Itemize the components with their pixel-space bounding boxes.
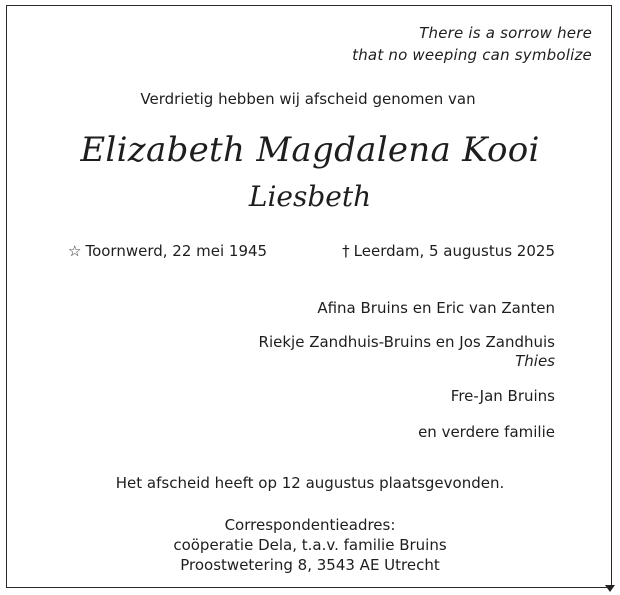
birth-info bbox=[68, 242, 267, 260]
birth-text: Toornwerd, 22 mei 1945 bbox=[85, 242, 268, 260]
deceased-full-name: Elizabeth Magdalena Kooi bbox=[80, 130, 540, 170]
cross-icon: † bbox=[342, 242, 350, 260]
motto-line-1: There is a sorrow here bbox=[419, 24, 592, 42]
farewell-text: Het afscheid heeft op 12 augustus plaatsgevonden. bbox=[115, 474, 505, 492]
family-line-2-child: Thies bbox=[515, 352, 555, 370]
family-line-2: Riekje Zandhuis-Bruins en Jos Zandhuis bbox=[258, 333, 555, 351]
family-line-4: en verdere familie bbox=[418, 423, 555, 441]
motto-line-2: that no weeping can symbolize bbox=[352, 46, 592, 64]
correspondence-label: Correspondentieadres: bbox=[224, 516, 396, 534]
death-info bbox=[342, 242, 555, 260]
intro-label: Verdrietig hebben wij afscheid genomen van bbox=[140, 90, 476, 108]
family-line-3: Fre-Jan Bruins bbox=[450, 387, 555, 405]
deceased-nickname: Liesbeth bbox=[248, 180, 372, 213]
star-icon: ☆ bbox=[68, 242, 82, 260]
death-text: Leerdam, 5 augustus 2025 bbox=[353, 242, 555, 260]
family-line-1: Afina Bruins en Eric van Zanten bbox=[317, 299, 555, 317]
correspondence-line-1: coöperatie Dela, t.a.v. familie Bruins bbox=[173, 536, 447, 554]
correspondence-line-2: Proostwetering 8, 3543 AE Utrecht bbox=[180, 556, 440, 574]
intro-text bbox=[0, 90, 620, 108]
scroll-down-arrow-icon[interactable] bbox=[605, 585, 615, 592]
